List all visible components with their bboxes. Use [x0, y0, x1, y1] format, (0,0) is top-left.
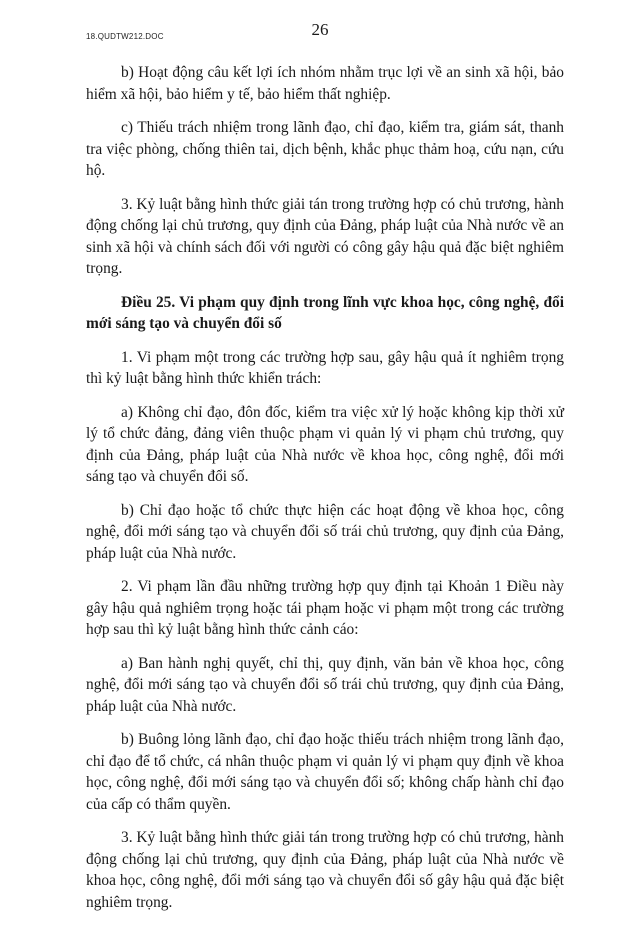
paragraph-2b: b) Buông lỏng lãnh đạo, chỉ đạo hoặc thiếu trách nhiệm trong lãnh đạo, chỉ đạo để tổ chức, cá nhân thuộc phạm vi quản lý vi phạm quy định về khoa học, công nghệ, đổi mới sáng tạo và chuyển đổi số; không chấp hành chỉ đạo của cấp có thẩm quyền. [86, 731, 564, 813]
file-name-label: 18.QUDTW212.DOC [86, 32, 164, 41]
page-number: 26 [311, 20, 329, 39]
document-body [86, 62, 564, 925]
article-25-heading: Điều 25. Vi phạm quy định trong lĩnh vực khoa học, công nghệ, đổi mới sáng tạo và chuyển đổi số [86, 293, 564, 332]
paragraph-3-dissolution-social: 3. Kỷ luật bằng hình thức giải tán trong trường hợp có chủ trương, hành động chống lại chủ trương, quy định của Đảng, pháp luật của Nhà nước về an sinh xã hội và chính sách đối với người có công gây hậu quả đặc biệt nghiêm trọng. [86, 195, 564, 277]
paragraph-1a: a) Không chỉ đạo, đôn đốc, kiểm tra việc xử lý hoặc không kịp thời xử lý tổ chức đảng, đảng viên thuộc phạm vi quản lý vi phạm chủ trương, quy định của Đảng, pháp luật của Nhà nước về khoa học, công nghệ, đổi mới sáng tạo và chuyển đổi số. [86, 403, 564, 485]
paragraph-1-reprimand: 1. Vi phạm một trong các trường hợp sau, gây hậu quả ít nghiêm trọng thì kỷ luật bằng hình thức khiển trách: [86, 348, 564, 387]
paragraph-1b: b) Chỉ đạo hoặc tổ chức thực hiện các hoạt động về khoa học, công nghệ, đổi mới sáng tạo và chuyển đổi số trái chủ trương, quy định của Đảng, pháp luật của Nhà nước. [86, 501, 564, 562]
paragraph-c-disaster-prevention: c) Thiếu trách nhiệm trong lãnh đạo, chỉ đạo, kiểm tra, giám sát, thanh tra việc phòng, chống thiên tai, dịch bệnh, khắc phục thảm hoạ, cứu nạn, cứu hộ. [86, 119, 564, 179]
paragraph-2-warning: 2. Vi phạm lần đầu những trường hợp quy định tại Khoản 1 Điều này gây hậu quả nghiêm trọng hoặc tái phạm hoặc vi phạm một trong các trường hợp sau thì kỷ luật bằng hình thức cảnh cáo: [86, 578, 564, 638]
paragraph-2a: a) Ban hành nghị quyết, chỉ thị, quy định, văn bản về khoa học, công nghệ, đổi mới sáng tạo và chuyển đổi số trái chủ trương, quy định của Đảng, pháp luật của Nhà nước. [86, 654, 564, 715]
paragraph-b-social-security: b) Hoạt động câu kết lợi ích nhóm nhằm trục lợi về an sinh xã hội, bảo hiểm xã hội, bảo hiểm y tế, bảo hiểm thất nghiệp. [86, 64, 564, 103]
paragraph-3-dissolution-science: 3. Kỷ luật bằng hình thức giải tán trong trường hợp có chủ trương, hành động chống lại chủ trương, quy định của Đảng, pháp luật của Nhà nước về khoa học, công nghệ, đổi mới sáng tạo và chuyển đổi số gây hậu quả đặc biệt nghiêm trọng. [86, 829, 564, 911]
